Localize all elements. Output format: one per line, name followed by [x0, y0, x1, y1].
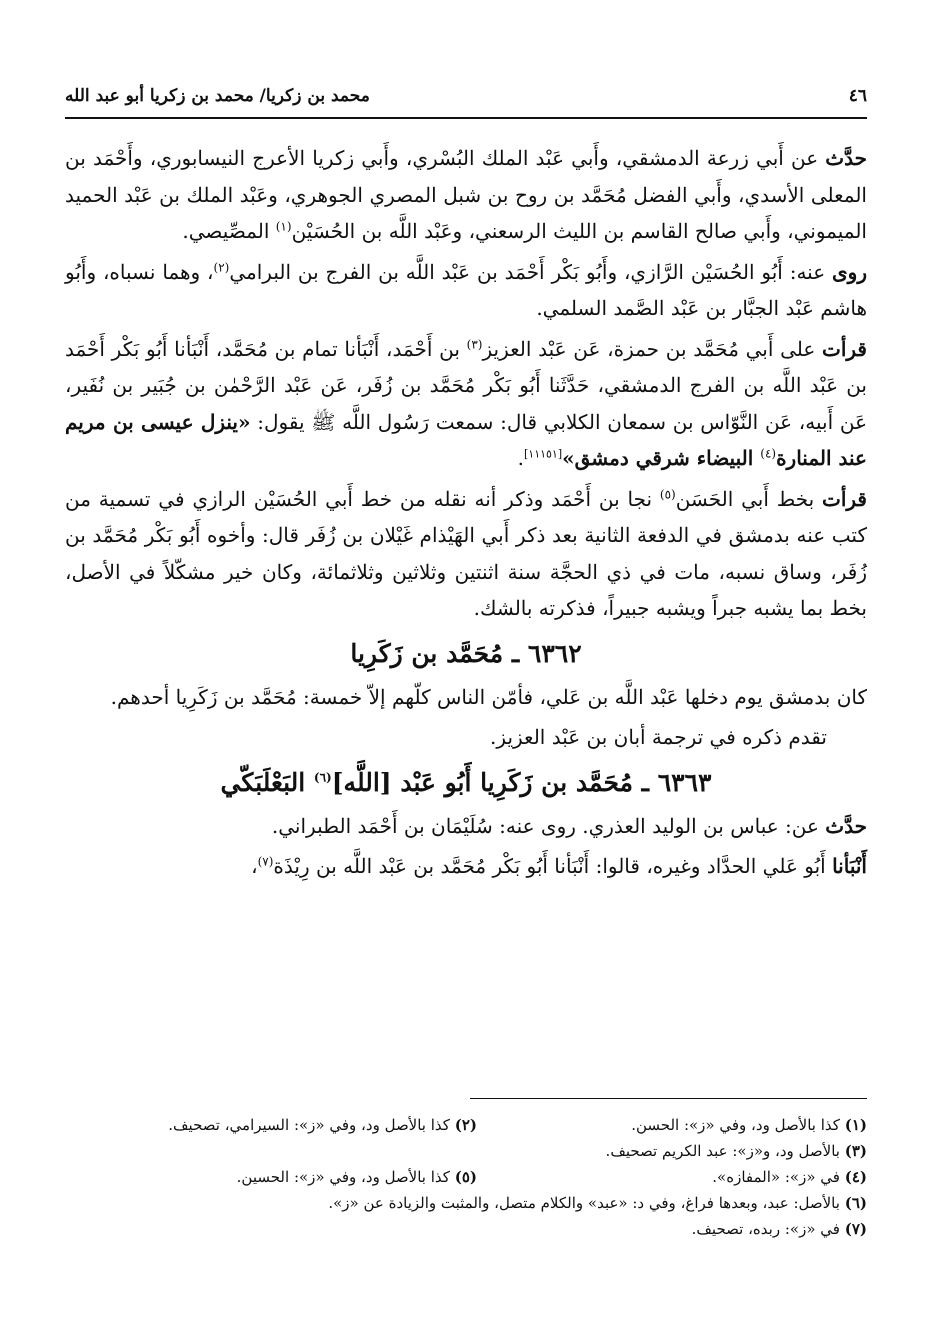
paragraph-text: بخط أَبي الحَسَن	[675, 486, 823, 511]
footnote-marker[interactable]: (٤)	[760, 446, 777, 461]
paragraph-hadath-2	[65, 808, 867, 845]
footnote-text: بالأصل ود، و«ز»: عبد الكريم تصحيف.	[605, 1142, 840, 1160]
keyword: حدَّث	[825, 146, 867, 170]
paragraph-text: عن أَبي زرعة الدمشقي، وأَبي عَبْد الملك البُسْري، وأَبي زكريا الأعرج النيسابوري، وأَحْمَد بن المعلى الأسدي، وأَبي الفضل مُحَمَّد بن روح بن شبل المصري الجوهري، وعَبْد الملك بن عَبْد الحميد الميموني، وأَبي صالح القاسم بن الليث الرسعني، وعَبْد اللَّه بن الحُسَيْن	[65, 146, 867, 243]
entry-title-text: ٦٣٦٣ ـ مُحَمَّد بن زَكَرِيا أَبُو عَبْد [اللَّه]	[331, 767, 712, 797]
footnote-item	[507, 1112, 867, 1138]
keyword: حدَّث	[825, 813, 867, 838]
paragraph-text: بن أَحْمَد، أَنْبَأنا تمام بن مُحَمَّد، أَنْبَأنا أَبُو بَكْر أَحْمَد بن عَبْد اللَّه بن الفرج الدمشقي، حَدَّثَنا أَبُو بَكْر مُحَمَّد بن زُفَر، عَن عَبْد الرَّحْمٰن بن جُبَير بن نُفَير، عَن أَبيه، عَن النَّوّاس بن سمعان الكلابي قال: سمعت رَسُول اللَّه ﷺ يقول:	[65, 336, 868, 434]
keyword: أَنْبَأنا	[832, 854, 867, 878]
footnote-row	[65, 1112, 867, 1138]
footnote-item	[168, 1112, 477, 1138]
hadith-quote: البيضاء شرقي دمشق»	[562, 446, 761, 470]
paragraph-text: المصِّيصي.	[182, 219, 276, 243]
paragraph-qara-2	[65, 481, 867, 627]
footnote-separator	[470, 1098, 867, 1099]
footnote-number: (١)	[844, 1116, 867, 1134]
footnote-marker[interactable]: (١)	[275, 219, 292, 234]
footnote-row	[65, 1216, 867, 1242]
footnote-number: (٧)	[844, 1220, 867, 1238]
paragraph-qara	[65, 331, 867, 477]
paragraph-cross-reference: تقدم ذكره في ترجمة أبان بن عَبْد العزيز.	[490, 725, 827, 749]
footnote-marker[interactable]: (٣)	[466, 336, 483, 351]
footnote-text: بالأصل: عبد، وبعدها فراغ، وفي د: «عبد» والكلام متصل، والمثبت والزيادة عن «ز».	[328, 1194, 840, 1212]
footnotes	[65, 1112, 867, 1242]
paragraph-hadath	[65, 140, 867, 250]
paragraph-text: .	[517, 446, 524, 470]
paragraph-text: عن: عباس بن الوليد العذري. روى عنه: سُلَيْمَان بن أَحْمَد الطبراني.	[271, 813, 826, 838]
keyword: قرأت	[822, 336, 867, 361]
footnote-item	[328, 1190, 867, 1216]
header-rule	[65, 117, 867, 119]
paragraph-text: أَبُو عَلي الحدَّاد وغيره، قالوا: أَنْبَأنا أَبُو بَكْر مُحَمَّد بن عَبْد اللَّه بن رِيْذَة	[273, 854, 833, 878]
main-text	[65, 140, 867, 889]
entry-title-text: البَعْلَبَكّي	[220, 767, 314, 797]
paragraph-anbana	[65, 848, 867, 885]
footnote-number: (٦)	[844, 1194, 867, 1212]
paragraph-text: ، وهما نسباه، وأَبُو هاشم عَبْد الجبَّار بن عَبْد الصَّمد السلمي.	[65, 259, 867, 320]
paragraph-rawa	[65, 254, 867, 327]
paragraph-text: ،	[251, 854, 258, 878]
footnote-number: (٣)	[844, 1142, 867, 1160]
page-header	[65, 78, 867, 114]
footnote-marker[interactable]: (٧)	[257, 854, 274, 869]
keyword: قرأت	[822, 486, 867, 511]
paragraph-entry-6362: كان بدمشق يوم دخلها عَبْد اللَّه بن عَلي، فأمّن الناس كلّهم إلاّ خمسة: مُحَمَّد بن زَكَرِيا أحدهم.	[110, 684, 867, 709]
page-number: ٤٦	[848, 86, 867, 106]
running-title: محمد بن زكريا/ محمد بن زكريا أبو عبد الله	[65, 86, 370, 106]
footnote-item	[606, 1138, 867, 1164]
footnote-text: كذا بالأصل ود، وفي «ز»: الحسين.	[236, 1168, 450, 1186]
footnote-marker[interactable]: (٦)	[313, 770, 332, 785]
footnote-text: كذا بالأصل ود، وفي «ز»: السيرامي، تصحيف.	[168, 1116, 450, 1134]
footnote-text: كذا بالأصل ود، وفي «ز»: الحسن.	[631, 1116, 840, 1134]
entry-title: ٦٣٦٢ ـ مُحَمَّد بن زَكَرِيا	[350, 638, 582, 668]
footnote-row	[65, 1164, 867, 1190]
footnote-marker[interactable]: (٥)	[659, 486, 676, 501]
footnote-item	[507, 1164, 867, 1190]
footnote-item	[692, 1216, 867, 1242]
footnote-text: في «ز»: «المفازه».	[712, 1168, 840, 1186]
entry-title	[65, 762, 867, 804]
hadith-quote: «ينزل عيسى بن مريم عند المنارة	[65, 409, 867, 470]
paragraph-text: نجا بن أَحْمَد وذكر أنه نقله من خط أَبي الحُسَيْن الرازي في تسمية من كتب عنه بدمشق في الدفعة الثانية بعد ذكر أَبي الهَيْذام غَيْلان بن زُفَر قال: وأخوه أَبُو بَكْر مُحَمَّد بن زُفَر، وساق نسبه، مات في ذي الحجَّة سنة اثنتين وثلاثين وثلاثمائة، وكان خير مشكّلاً في الأصل، بخط بما يشبه جبراً ويشبه جبيراً، فذكرته بالشك.	[65, 486, 867, 620]
footnote-row	[65, 1138, 867, 1164]
footnote-row	[65, 1190, 867, 1216]
hadith-reference-number: [١١١٥١]	[523, 447, 563, 461]
paragraph-text: عنه: أَبُو الحُسَيْن الرَّازي، وأَبُو بَكْر أَحْمَد بن عَبْد اللَّه بن الفرج بن البرامي	[229, 259, 833, 284]
footnote-number: (٤)	[844, 1168, 867, 1186]
footnote-text: في «ز»: ربده، تصحيف.	[691, 1220, 840, 1238]
footnote-number: (٥)	[454, 1168, 477, 1186]
keyword: روى	[832, 259, 867, 284]
paragraph-text: على أَبي مُحَمَّد بن حمزة، عَن عَبْد العزيز	[482, 336, 823, 361]
footnote-marker[interactable]: (٢)	[213, 259, 230, 274]
footnote-number: (٢)	[454, 1116, 477, 1134]
footnote-item	[237, 1164, 477, 1190]
